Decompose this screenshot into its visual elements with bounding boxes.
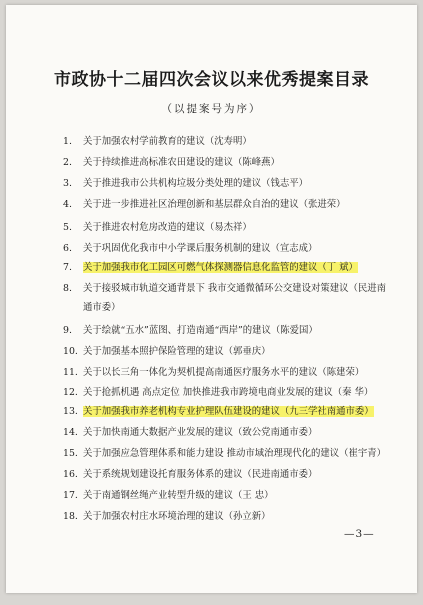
item-text: 关于绘就“五水”蓝图、打造南通“西岸”的建议（陈爱国） bbox=[83, 325, 318, 336]
document-subtitle: （以提案号为序） bbox=[161, 103, 262, 115]
item-number: 3. bbox=[63, 178, 72, 189]
list-item-highlighted bbox=[63, 402, 393, 421]
list-item bbox=[63, 486, 393, 505]
list-item bbox=[63, 132, 393, 151]
list-item bbox=[63, 174, 393, 193]
item-text: 关于持续推进高标准农田建设的建议（陈峰燕） bbox=[83, 157, 280, 168]
document-page bbox=[6, 5, 417, 593]
item-number: 13. bbox=[63, 406, 78, 417]
item-text: 关于南通钢丝绳产业转型升级的建议（王 忠） bbox=[83, 490, 274, 501]
item-number: 4. bbox=[63, 199, 72, 210]
item-text: 关于加强应急管理体系和能力建设 推动市域治理现代化的建议（崔宇青） bbox=[83, 448, 386, 459]
item-number: 9. bbox=[63, 325, 72, 336]
list-item bbox=[63, 239, 393, 258]
list-item bbox=[63, 507, 393, 526]
item-text: 关于推进我市公共机构垃圾分类处理的建议（钱志平） bbox=[83, 178, 309, 189]
item-number: 15. bbox=[63, 448, 78, 459]
item-text: 关于巩固优化我市中小学课后服务机制的建议（宣志成） bbox=[83, 243, 318, 254]
item-number: 14. bbox=[63, 427, 78, 438]
item-number: 8. bbox=[63, 283, 72, 294]
item-text-continuation: 通市委） bbox=[83, 302, 121, 313]
page-number: —3— bbox=[344, 528, 375, 540]
list-item-highlighted bbox=[63, 258, 393, 277]
item-number: 10. bbox=[63, 346, 78, 357]
item-text: 关于加快南通大数据产业发展的建议（致公党南通市委） bbox=[83, 427, 318, 438]
item-number: 7. bbox=[63, 262, 72, 273]
item-text: 关于以长三角一体化为契机提高南通医疗服务水平的建议（陈建荣） bbox=[83, 367, 365, 378]
list-item bbox=[63, 383, 393, 402]
list-item bbox=[63, 363, 393, 382]
item-text: 关于加强基本照护保险管理的建议（郭垂庆） bbox=[83, 346, 271, 357]
item-number: 16. bbox=[63, 469, 78, 480]
item-text: 关于推进农村危房改造的建议（易杰祥） bbox=[83, 222, 252, 233]
item-text: 关于进一步推进社区治理创新和基层群众自治的建议（张进荣） bbox=[83, 199, 346, 210]
item-number: 11. bbox=[63, 367, 78, 378]
item-text: 关于加强我市化工园区可燃气体探测器信息化监管的建议（丁 斌） bbox=[83, 262, 358, 273]
list-item bbox=[63, 195, 393, 214]
list-item bbox=[63, 218, 393, 237]
list-item bbox=[63, 465, 393, 484]
item-text: 关于抢抓机遇 高点定位 加快推进我市跨境电商业发展的建议（秦 华） bbox=[83, 387, 374, 398]
list-item bbox=[63, 423, 393, 442]
list-item bbox=[63, 444, 393, 463]
item-number: 5. bbox=[63, 222, 72, 233]
list-item bbox=[63, 321, 393, 340]
item-number: 6. bbox=[63, 243, 72, 254]
item-number: 1. bbox=[63, 136, 72, 147]
item-text: 关于系统规划建设托育服务体系的建议（民进南通市委） bbox=[83, 469, 318, 480]
item-number: 18. bbox=[63, 511, 78, 522]
item-text: 关于加强我市养老机构专业护理队伍建设的建议（九三学社南通市委） bbox=[83, 406, 374, 417]
item-text: 关于接驳城市轨道交通背景下 我市交通微循环公交建设对策建议（民进南 bbox=[83, 283, 386, 294]
item-text: 关于加强农村学前教育的建议（沈寿明） bbox=[83, 136, 252, 147]
list-item bbox=[63, 342, 393, 361]
item-number: 2. bbox=[63, 157, 72, 168]
item-text: 关于加强农村庄水环境治理的建议（孙立新） bbox=[83, 511, 271, 522]
list-item bbox=[63, 153, 393, 172]
list-item bbox=[63, 279, 393, 317]
item-number: 12. bbox=[63, 387, 78, 398]
document-title: 市政协十二届四次会议以来优秀提案目录 bbox=[54, 70, 369, 90]
item-number: 17. bbox=[63, 490, 78, 501]
